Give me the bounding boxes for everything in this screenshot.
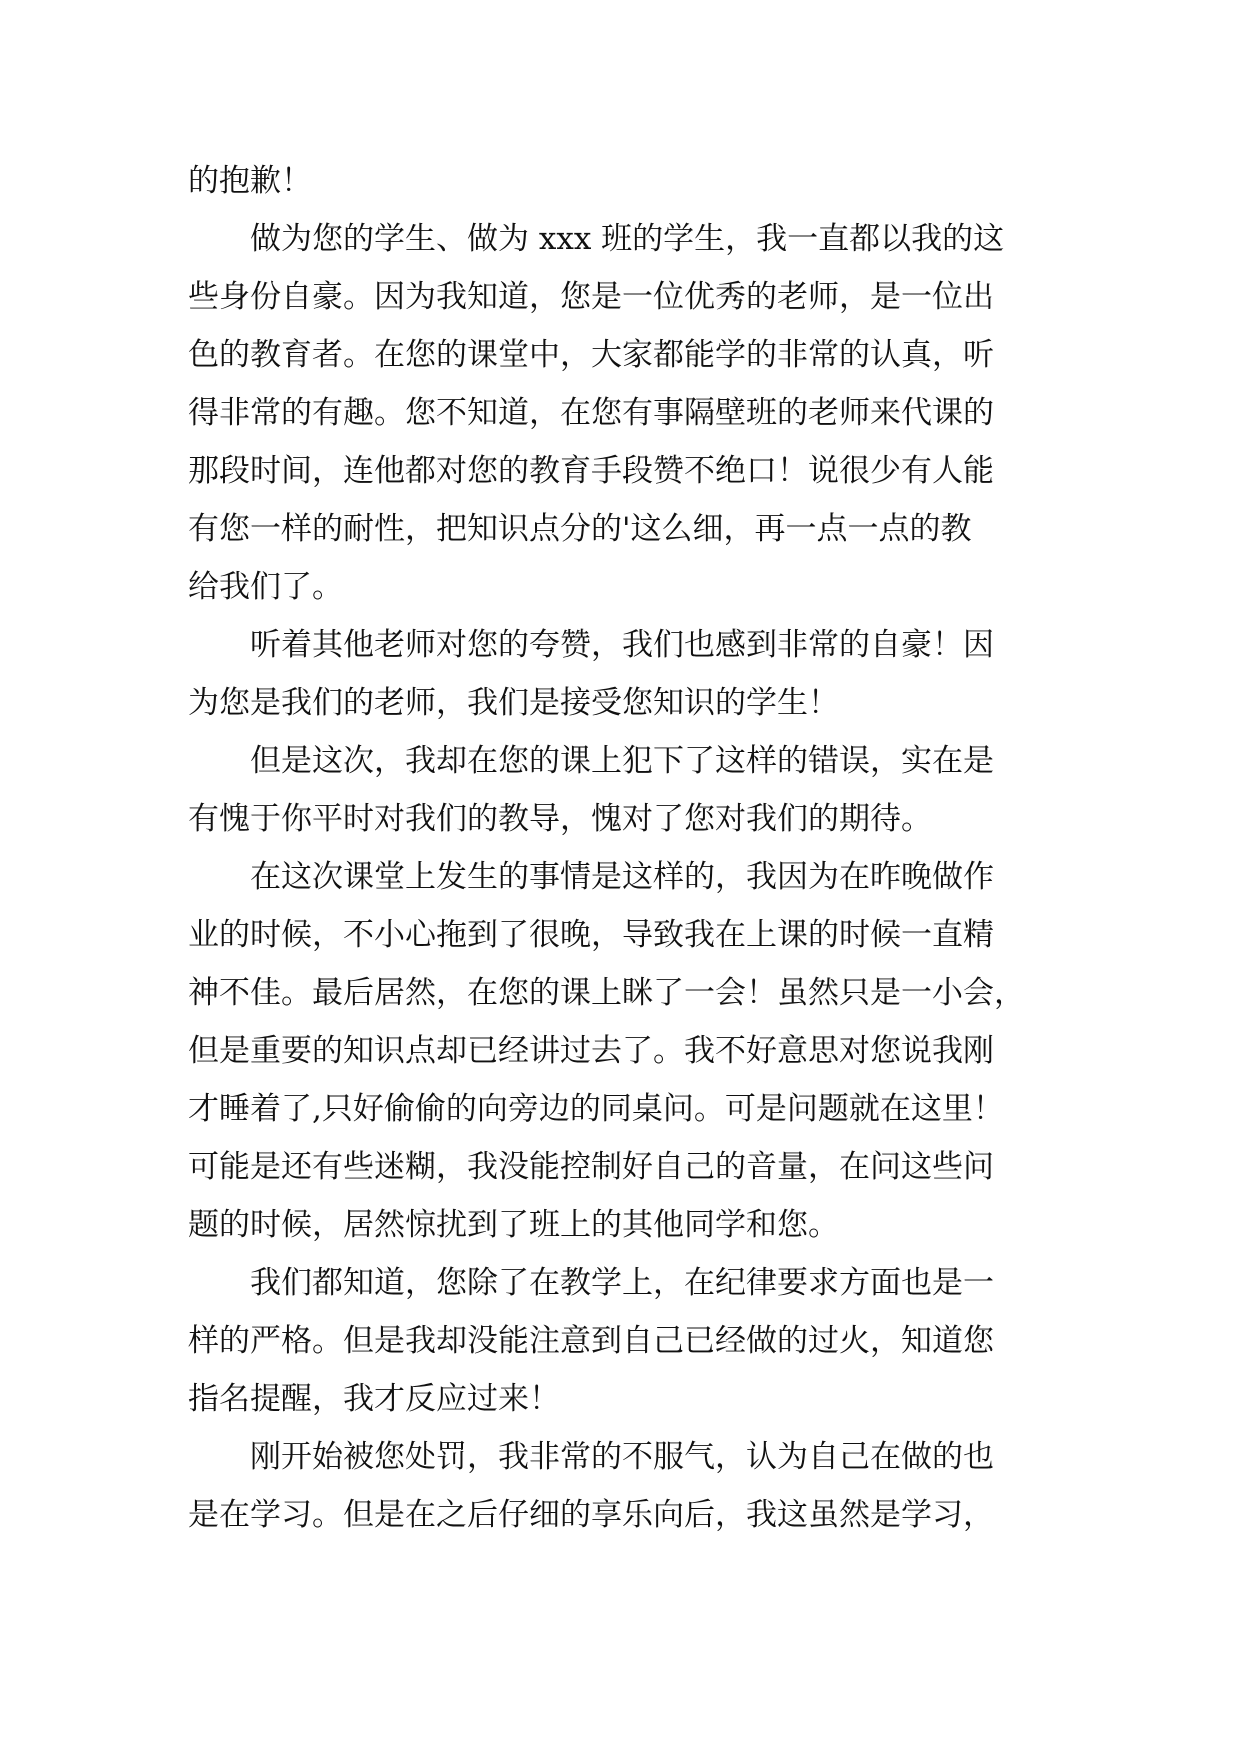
text-line: 在这次课堂上发生的事情是这样的，我因为在昨晚做作 — [188, 859, 994, 895]
text-line: 刚开始被您处罚，我非常的不服气，认为自己在做的也 — [188, 1439, 994, 1475]
text-line: 我们都知道，您除了在教学上，在纪律要求方面也是一 — [188, 1265, 994, 1301]
text-line: 才睡着了,只好偷偷的向旁边的同桌问。可是问题就在这里！ — [188, 1091, 1004, 1127]
text-line: 色的教育者。在您的课堂中，大家都能学的非常的认真，听 — [188, 337, 994, 373]
text-line: 但是这次，我却在您的课上犯下了这样的错误，实在是 — [188, 743, 994, 779]
text-line: 但是重要的知识点却已经讲过去了。我不好意思对您说我刚 — [188, 1033, 994, 1069]
letter-body — [188, 152, 1058, 1544]
text-line: 听着其他老师对您的夸赞，我们也感到非常的自豪！因 — [188, 627, 994, 663]
text-line: 可能是还有些迷糊，我没能控制好自己的音量，在问这些问 — [188, 1149, 994, 1185]
text-line: 有愧于你平时对我们的教导，愧对了您对我们的期待。 — [188, 801, 932, 837]
text-line: 得非常的有趣。您不知道，在您有事隔壁班的老师来代课的 — [188, 395, 994, 431]
text-line: 的抱歉！ — [188, 163, 312, 199]
text-line: 那段时间，连他都对您的教育手段赞不绝口！说很少有人能 — [188, 453, 994, 489]
text-line: 样的严格。但是我却没能注意到自己已经做的过火，知道您 — [188, 1323, 994, 1359]
text-line: 业的时候，不小心拖到了很晚，导致我在上课的时候一直精 — [188, 917, 994, 953]
text-line: 是在学习。但是在之后仔细的享乐向后，我这虽然是学习， — [188, 1497, 994, 1533]
text-line: 给我们了。 — [188, 569, 343, 605]
text-line: 题的时候，居然惊扰到了班上的其他同学和您。 — [188, 1207, 839, 1243]
text-line: 有您一样的耐性，把知识点分的'这么细，再一点一点的教 — [188, 511, 972, 547]
text-line: 些身份自豪。因为我知道，您是一位优秀的老师，是一位出 — [188, 279, 994, 315]
text-line: 做为您的学生、做为 xxx 班的学生，我一直都以我的这 — [188, 221, 1005, 257]
text-line: 神不佳。最后居然，在您的课上眯了一会！虽然只是一小会， — [188, 975, 1025, 1011]
text-line: 指名提醒，我才反应过来！ — [188, 1381, 560, 1417]
text-line: 为您是我们的老师，我们是接受您知识的学生！ — [188, 685, 839, 721]
